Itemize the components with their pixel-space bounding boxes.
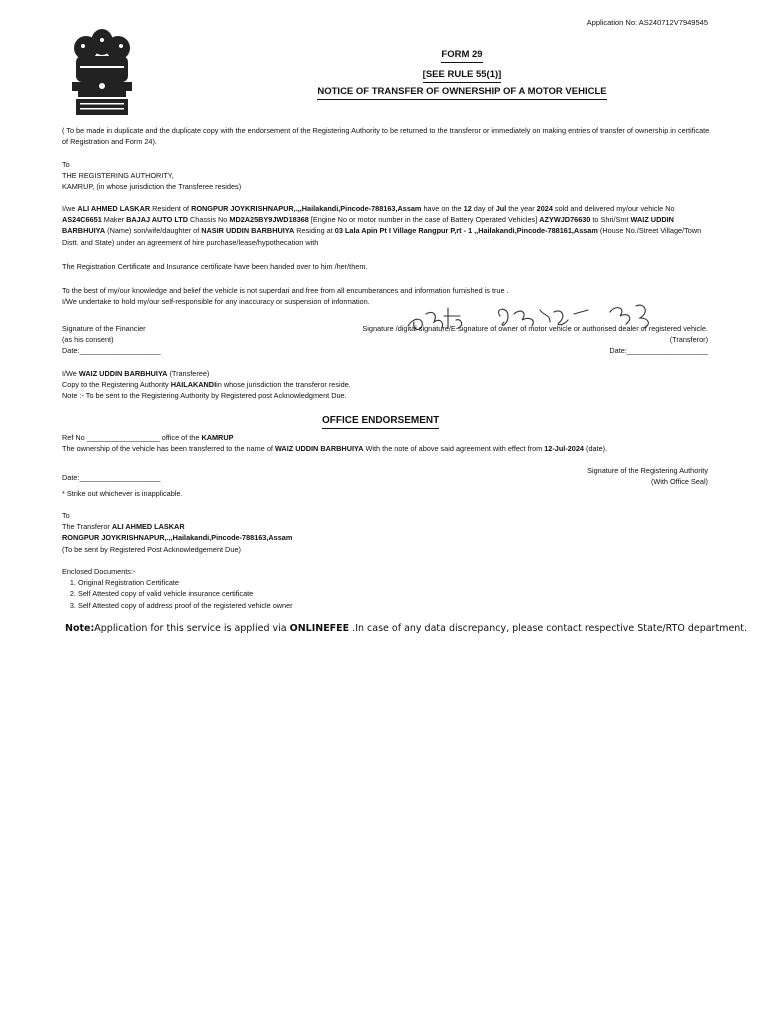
- transferor-address-block: To The Transferor ALI AHMED LASKAR RONGPUR JOYKRISHNAPUR,.,,Hailakandi,Pincode-788163,Assam (To be sent by Registered Post Acknowledgement Due): [62, 511, 293, 554]
- list-item: 1. Original Registration Certificate: [78, 577, 712, 588]
- service-note: Note:Application for this service is applied via ONLINEFEE .In case of any data discrepancy, please contact respective State/RTO department.: [65, 623, 748, 634]
- office-endorsement-heading: OFFICE ENDORSEMENT: [322, 415, 439, 426]
- registering-authority-signature: Signature of the Registering Authority (With Office Seal): [587, 466, 708, 487]
- instruction-text: ( To be made in duplicate and the duplicate copy with the endorsement of the Registering Authority to be returned to the transferor or immediately on making entries of transfer of ownership in certificate of Registration and Form 24).: [62, 126, 710, 147]
- belief-text: To the best of my/our knowledge and belief the vehicle is not superdari and free from all encumberances and information furnished is true . I/We undertake to hold my/our self-responsible for any inaccuracy or suspension of information.: [62, 286, 509, 307]
- financier-signature-block: Signature of the Financier (as his consent) Date:____________________: [62, 324, 161, 356]
- endorsement-date: Date:____________________: [62, 473, 161, 482]
- handover-text: The Registration Certificate and Insurance certificate have been handed over to him /her/them.: [62, 262, 368, 271]
- addressee-block: To THE REGISTERING AUTHORITY, KAMRUP, (in whose jurisdiction the Transferee resides): [62, 160, 242, 192]
- application-number: Application No: AS240712V7949545: [586, 18, 708, 27]
- transferee-block: I/We WAIZ UDDIN BARBHUIYA (Transferee) Copy to the Registering Authority HAILAKANDIin whose jurisdiction the transferor reside. Note :- To be sent to the Registering Authority by Registered post Acknowledgment Due.: [62, 369, 351, 401]
- form-number: FORM 29: [280, 49, 644, 61]
- enclosed-documents: Enclosed Documents:- 1. Original Registration Certificate 2. Self Attested copy of valid vehicle insurance certificate 3. Self Attested copy of address proof of the registered vehicle owner: [62, 566, 712, 611]
- form-title: NOTICE OF TRANSFER OF OWNERSHIP OF A MOTOR VEHICLE: [280, 86, 644, 98]
- endorsement-text: Ref No __________________ office of the KAMRUP The ownership of the vehicle has been transferred to the name of WAIZ UDDIN BARBHUIYA With the note of above said agreement with effect from 12-Jul-2024 (date).: [62, 433, 608, 454]
- list-item: 3. Self Attested copy of address proof of the registered vehicle owner: [78, 600, 712, 611]
- list-item: 2. Self Attested copy of valid vehicle insurance certificate: [78, 588, 712, 599]
- strike-note: * Strike out whichever is inapplicable.: [62, 489, 183, 498]
- form-rule: [SEE RULE 55(1)]: [280, 69, 644, 81]
- owner-signature-block: Signature /digital signature/E-signature of owner of motor vehicle or authorised dealer of registered vehicle. (Transferor) Date:____________________: [362, 324, 708, 356]
- transfer-declaration: I/we ALI AHMED LASKAR Resident of RONGPUR JOYKRISHNAPUR,.,,Hailakandi,Pincode-788163,Assam have on the 12 day of Jul the year 2024 sold and delivered my/our vehicle No AS24C6651 Maker BAJAJ AUTO LTD Chassis No MD2A25BY9JWD18368 [Engine No or motor number in the case of Battery Operated Vehicles] AZYWJD76630 to Shri/Smt WAIZ UDDIN BARBHUIYA (Name) son/wife/daughter of NASIR UDDIN BARBHUIYA Residing at 03 Lala Apin Pt I Village Rangpur P,rt - 1 ,,Hailakandi,Pincode-788161,Assam (House No./Street Village/Town Distt. and State) under an agreement of hire purchase/lease/hypothecation with: [62, 204, 702, 247]
- svg-text:আলি আহমেদ লস্কর: আলি আহমেদ লস্কর: [404, 296, 412, 297]
- national-emblem-icon: [66, 26, 138, 122]
